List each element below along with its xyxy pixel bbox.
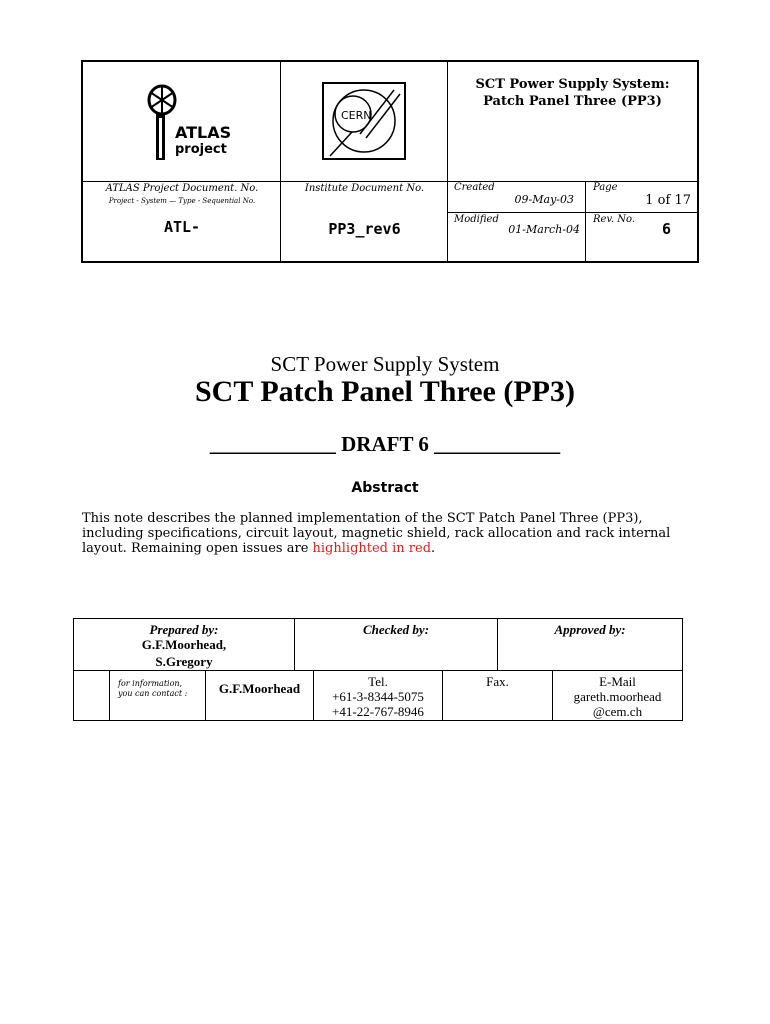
draft-label: ____________ DRAFT 6 ____________ [209,432,561,456]
contact-line-2: you can contact : [118,689,188,698]
institute-doc-value: PP3_rev6 [328,220,401,238]
tel-number-2: +41-22-767-8946 [332,704,424,719]
modified-label: Modified [454,214,499,225]
atlas-logo [140,80,230,164]
abstract-heading: Abstract [351,480,419,496]
approved-label: Approved by: [554,622,626,637]
atlas-doc-label: ATLAS Project Document. No. [105,183,259,194]
prepared-label: Prepared by: [149,622,219,637]
header-title-line1: SCT Power Supply System: [475,77,670,92]
tel-label: Tel. [368,674,388,689]
page-label: Page [593,182,618,193]
svg-text:ATLAS: ATLAS [175,123,230,142]
abstract-text: This note describes the planned implementation of the SCT Patch Panel Three (PP3), including specifications, circuit layout, magnetic shield, rack allocation and rack internal layout. Remaining open issues are [82,511,671,556]
fax-label: Fax. [486,674,509,689]
atlas-doc-value: ATL- [163,218,201,236]
prepared-name-1: G.F.Moorhead, [141,637,227,652]
modified-value: 01-March-04 [508,223,580,236]
header-title-line2: Patch Panel Three (PP3) [483,94,662,109]
header-title [450,76,695,110]
checked-label: Checked by: [362,622,430,637]
contact-line-1: for information, [118,679,183,688]
email-address-1: gareth.moorhead [573,689,662,704]
email-label: E-Mail [599,674,636,689]
page-value: 1 of 17 [645,193,691,208]
abstract-paragraph [82,511,682,556]
document-title: SCT Patch Panel Three (PP3) [195,375,575,408]
tel-number-1: +61-3-8344-5075 [332,689,424,704]
svg-text:project: project [175,142,227,157]
created-value: 09-May-03 [514,193,574,206]
contact-name: G.F.Moorhead [218,681,301,696]
created-label: Created [454,182,495,193]
rev-value: 6 [661,220,671,238]
cern-logo [322,82,406,160]
rev-label: Rev. No. [593,214,636,225]
abstract-highlight: highlighted in red [312,541,432,556]
prepared-name-2: S.Gregory [155,654,213,669]
institute-doc-label: Institute Document No. [304,183,425,194]
document-subtitle: SCT Power Supply System [270,352,500,376]
abstract-end: . [431,541,436,556]
email-address-2: @cem.ch [592,704,643,719]
atlas-doc-sublabel: Project - System — Type - Sequential No. [108,197,256,205]
svg-text:CERN: CERN [341,109,372,122]
